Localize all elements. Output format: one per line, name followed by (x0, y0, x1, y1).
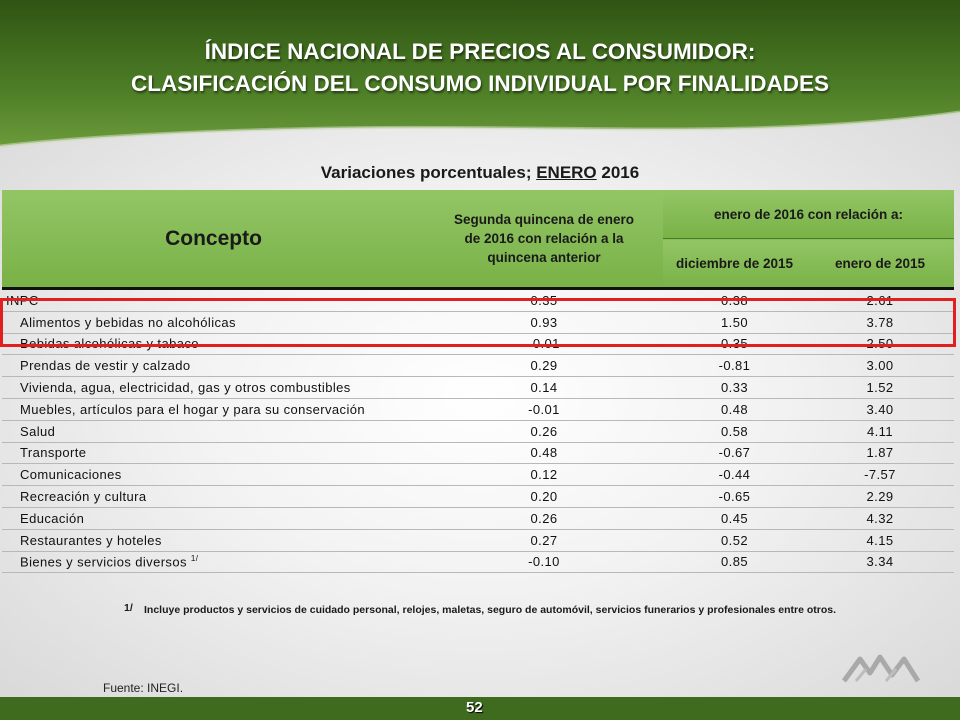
row-enero-2015-text: -7.57 (864, 467, 896, 483)
footnote-key: 1/ (124, 602, 133, 614)
row-concepto-text: Comunicaciones (20, 467, 122, 483)
row-diciembre-2015-text: 0.35 (721, 336, 748, 352)
row-concepto (2, 464, 425, 486)
row-diciembre-2015 (663, 529, 806, 551)
row-segunda-quincena (425, 464, 663, 486)
header-col2-line3: quincena anterior (487, 250, 601, 265)
row-segunda-quincena-text: 0.14 (530, 380, 558, 396)
row-diciembre-2015-text: -0.81 (718, 358, 751, 374)
header-diciembre: diciembre de 2015 (663, 239, 806, 289)
row-diciembre-2015-text: 0.58 (721, 423, 748, 439)
row-segunda-quincena (425, 398, 663, 420)
row-concepto (2, 398, 425, 420)
row-concepto-text: Transporte (20, 445, 87, 461)
row-enero-2015-text: 3.78 (866, 314, 894, 330)
row-segunda-quincena (425, 442, 663, 464)
table-row (2, 464, 954, 486)
row-diciembre-2015 (663, 377, 806, 399)
header-col2-line2: de 2016 con relación a la (464, 231, 624, 246)
row-diciembre-2015-text: 0.38 (721, 292, 748, 308)
row-concepto-text: Educación (20, 510, 85, 526)
row-diciembre-2015 (663, 355, 806, 377)
header-segunda-quincena (425, 190, 663, 289)
row-enero-2015 (806, 507, 954, 529)
row-segunda-quincena (425, 529, 663, 551)
row-diciembre-2015 (663, 420, 806, 442)
row-concepto (2, 355, 425, 377)
footnote (124, 602, 844, 618)
row-concepto-text: Muebles, artículos para el hogar y para su conservación (20, 401, 366, 417)
row-concepto-text: Vivienda, agua, electricidad, gas y otros combustibles (20, 380, 351, 396)
table-row (2, 420, 954, 442)
row-concepto-text: Recreación y cultura (20, 489, 147, 505)
consejo-logo-icon (826, 645, 946, 695)
row-diciembre-2015-text: -0.44 (718, 467, 751, 483)
row-enero-2015 (806, 486, 954, 508)
table-row (2, 398, 954, 420)
page-number-wrap (0, 697, 960, 720)
row-enero-2015-text: 4.32 (866, 510, 894, 526)
row-enero-2015-text: 3.34 (866, 554, 894, 570)
row-concepto-text: Prendas de vestir y calzado (20, 358, 191, 374)
row-segunda-quincena (425, 355, 663, 377)
row-concepto (2, 486, 425, 508)
header-concepto: Concepto (2, 190, 425, 289)
row-diciembre-2015-text: 1.50 (721, 314, 748, 330)
row-segunda-quincena (425, 507, 663, 529)
row-segunda-quincena (425, 420, 663, 442)
row-enero-2015 (806, 355, 954, 377)
row-segunda-quincena-text: 0.26 (530, 510, 558, 526)
row-diciembre-2015 (663, 442, 806, 464)
title-line-2: CLASIFICACIÓN DEL CONSUMO INDIVIDUAL POR FINALIDADES (131, 71, 829, 96)
row-enero-2015-text: 2.61 (866, 292, 894, 308)
row-segunda-quincena-text: 0.27 (530, 532, 558, 548)
highlight-box (0, 298, 956, 347)
table-row (2, 377, 954, 399)
row-segunda-quincena (425, 486, 663, 508)
row-enero-2015 (806, 442, 954, 464)
row-concepto (2, 507, 425, 529)
table-row (2, 551, 954, 573)
row-enero-2015 (806, 464, 954, 486)
row-diciembre-2015-text: 0.48 (721, 401, 748, 417)
footnote-text: Incluye productos y servicios de cuidado personal, relojes, maletas, seguro de automóvil, servicios funerarios y profesionales entre otros. (144, 604, 837, 616)
row-concepto (2, 442, 425, 464)
row-diciembre-2015-text: -0.67 (718, 445, 751, 461)
row-segunda-quincena-text: 0.93 (530, 314, 558, 330)
row-concepto (2, 551, 425, 573)
row-enero-2015-text: 1.52 (866, 380, 894, 396)
table-row (2, 529, 954, 551)
title-line-1: ÍNDICE NACIONAL DE PRECIOS AL CONSUMIDOR: (204, 39, 756, 64)
row-segunda-quincena-text: -0.01 (528, 401, 560, 417)
row-segunda-quincena-text: 0.20 (530, 489, 558, 505)
header-col2-line1: Segunda quincena de enero (453, 212, 635, 227)
page-number: 52 (466, 699, 483, 716)
row-diciembre-2015-text: 0.45 (721, 510, 748, 526)
table-row (2, 486, 954, 508)
row-concepto-text: Bebidas alcohólicas y tabaco (20, 336, 199, 352)
inpc-table (2, 190, 954, 573)
row-enero-2015-text: 1.87 (866, 445, 894, 461)
row-diciembre-2015-text: -0.65 (718, 489, 751, 505)
row-enero-2015 (806, 529, 954, 551)
row-enero-2015-text: 2.50 (866, 336, 894, 352)
row-concepto (2, 420, 425, 442)
row-diciembre-2015-text: 0.85 (721, 554, 748, 570)
table-row (2, 442, 954, 464)
row-diciembre-2015 (663, 507, 806, 529)
row-diciembre-2015 (663, 398, 806, 420)
row-concepto (2, 377, 425, 399)
row-diciembre-2015 (663, 551, 806, 573)
footnote-marker: 1/ (190, 554, 199, 564)
row-enero-2015-text: 4.15 (866, 532, 894, 548)
row-segunda-quincena (425, 551, 663, 573)
subtitle-month: ENERO (536, 163, 597, 182)
source-label: Fuente: INEGI. (103, 681, 184, 695)
row-concepto-text: INPC (6, 292, 39, 308)
header-group-enero: enero de 2016 con relación a: (663, 190, 954, 239)
row-enero-2015-text: 3.40 (866, 401, 894, 417)
row-enero-2015 (806, 398, 954, 420)
row-enero-2015-text: 4.11 (867, 423, 893, 439)
row-enero-2015 (806, 551, 954, 573)
row-concepto-text: Restaurantes y hoteles (20, 532, 162, 548)
subtitle-prefix: Variaciones porcentuales; (320, 163, 537, 182)
header-enero-2015: enero de 2015 (806, 239, 954, 289)
table-row (2, 355, 954, 377)
page-title (0, 36, 960, 100)
table-row (2, 507, 954, 529)
row-diciembre-2015-text: 0.33 (721, 380, 748, 396)
subtitle-year: 2016 (596, 163, 640, 182)
row-diciembre-2015 (663, 486, 806, 508)
row-enero-2015 (806, 377, 954, 399)
row-segunda-quincena (425, 377, 663, 399)
row-segunda-quincena-text: 0.29 (530, 358, 558, 374)
row-segunda-quincena-text: 0.26 (530, 423, 558, 439)
row-segunda-quincena-text: 0.35 (530, 292, 558, 308)
row-segunda-quincena-text: 0.48 (530, 445, 558, 461)
row-concepto-text: Salud (20, 423, 56, 439)
row-enero-2015 (806, 420, 954, 442)
row-concepto (2, 529, 425, 551)
row-enero-2015-text: 3.00 (866, 358, 894, 374)
row-diciembre-2015 (663, 464, 806, 486)
row-diciembre-2015-text: 0.52 (721, 532, 748, 548)
row-segunda-quincena-text: 0.12 (530, 467, 558, 483)
table-subtitle (0, 163, 960, 183)
row-segunda-quincena-text: -0.01 (528, 336, 560, 352)
row-enero-2015-text: 2.29 (866, 489, 894, 505)
row-concepto-text: Alimentos y bebidas no alcohólicas (20, 314, 236, 330)
row-concepto-text: Bienes y servicios diversos (20, 554, 187, 570)
row-segunda-quincena-text: -0.10 (528, 554, 560, 570)
